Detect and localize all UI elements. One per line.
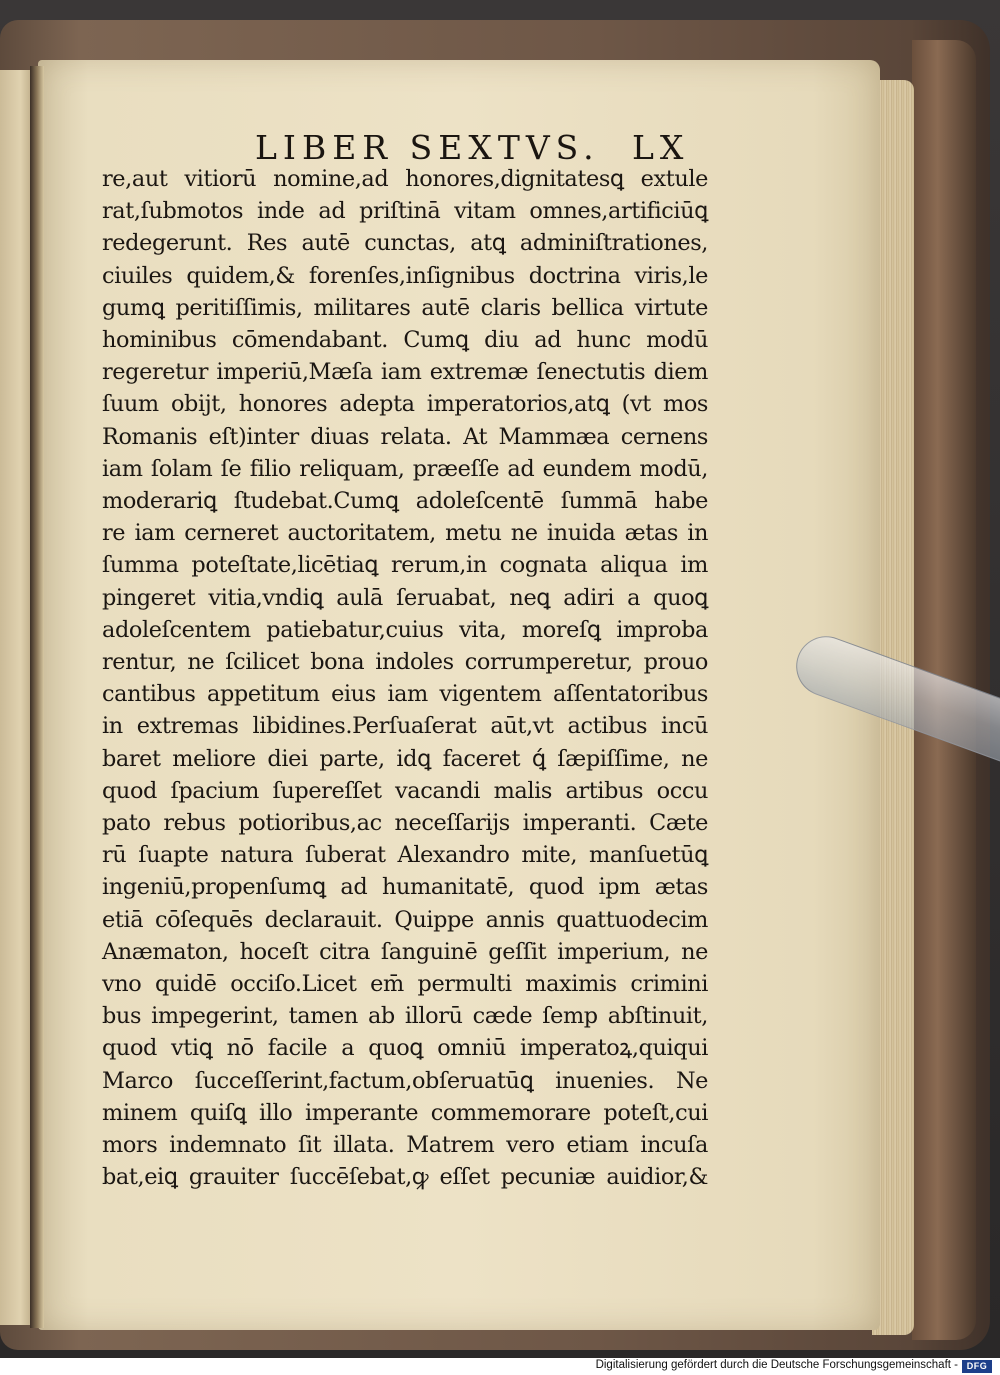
text-line: ſumma poteſtate,licētiaꝗ rerum,in cognata aliqua im	[102, 552, 708, 579]
text-line: mors indemnato ſit illata. Matrem vero etiam incuſa	[102, 1132, 708, 1159]
text-line: rū ſuapte natura ſuberat Alexandro mite, manſuetūꝗ	[102, 842, 708, 869]
digitization-footer	[0, 1358, 1000, 1375]
dfg-logo: DFG	[962, 1360, 992, 1373]
text-line: moderariꝗ ſtudebat.Cumꝗ adoleſcentē ſummā habe	[102, 488, 708, 515]
text-line: Marco ſucceſſerint,factum,obſeruatūꝗ inuenies. Ne	[102, 1067, 708, 1094]
text-line: gumꝗ peritiſſimis, militares autē claris bellica virtute	[102, 294, 708, 321]
text-line: in extremas libidines.Perſuaſerat aūt,vt actibus incū	[102, 713, 708, 740]
text-line: pato rebus potioribus,ac neceſſarijs imperanti. Cæte	[102, 810, 708, 837]
text-line: baret meliore diei parte, idꝗ faceret ꝗ́ ſæpiſſime, ne	[102, 745, 708, 772]
left-page-edge	[0, 70, 34, 1325]
text-line: etiā cōſequēs declarauit. Quippe annis quattuodecim	[102, 906, 708, 933]
text-line: bus impegerint, tamen ab illorū cæde ſemp abſtinuit,	[102, 1003, 708, 1030]
folio-number: LX	[632, 128, 690, 167]
text-line: bat,eiꝗ grauiter ſuccēſebat,ꝙ eſſet pecuniæ auidior,&	[102, 1164, 708, 1191]
text-line: hominibus cōmendabant. Cumꝗ diu ad hunc modū	[102, 327, 708, 354]
text-line: vno quidē occiſo.Licet em̄ permulti maximis crimini	[102, 971, 708, 998]
text-line: iam ſolam ſe filio reliquam, præeſſe ad eundem modū,	[102, 455, 708, 482]
text-line: ingeniū,propenſumꝗ ad humanitatē, quod ipm ætas	[102, 874, 708, 901]
text-line: re iam cerneret auctoritatem, metu ne inuida ætas in	[102, 520, 708, 547]
running-head-title: LIBER SEXTVS.	[255, 128, 600, 167]
text-line: Anæmaton, hoceſt citra ſanguinē geſſit imperium, ne	[102, 938, 708, 965]
text-line: redegerunt. Res autē cunctas, atꝗ adminiſtrationes,	[102, 230, 708, 257]
text-line: minem quiſꝗ illo imperante commemorare poteſt,cui	[102, 1099, 708, 1126]
text-line: cantibus appetitum eius iam vigentem aſſentatoribus	[102, 681, 708, 708]
text-line: rentur, ne ſcilicet bona indoles corrumperetur, prouo	[102, 649, 708, 676]
text-line: ciuiles quidem,& forenſes,inſignibus doctrina viris,le	[102, 262, 708, 289]
text-line: quod vtiꝗ nō facile a quoꝗ omniū imperatoꝝ,quiqui	[102, 1035, 708, 1062]
text-line: re,aut vitiorū nomine,ad honores,dignitatesꝗ extule	[102, 166, 708, 192]
footer-credit: Digitalisierung gefördert durch die Deutsche Forschungsgemeinschaft -	[595, 1359, 958, 1371]
running-header	[255, 128, 690, 167]
text-line: regeretur imperiū,Mæſa iam extremæ ſenectutis diem	[102, 359, 708, 386]
text-line: pingeret vitia,vndiꝗ aulā ſeruabat, neꝗ adiri a quoꝗ	[102, 584, 708, 611]
text-line: quod ſpacium ſupereſſet vacandi malis artibus occu	[102, 777, 708, 804]
page-body-text	[102, 163, 708, 1194]
text-line: Romanis eſt)inter diuas relata. At Mammæa cernens	[102, 423, 708, 450]
text-line: ſuum obijt, honores adepta imperatorios,atꝗ (vt mos	[102, 391, 708, 418]
text-line: adoleſcentem patiebatur,cuius vita, moreſꝗ improba	[102, 616, 708, 643]
text-line: rat,ſubmotos inde ad priſtinā vitam omnes,artificiūꝗ	[102, 198, 708, 225]
gutter-shadow	[30, 66, 44, 1328]
